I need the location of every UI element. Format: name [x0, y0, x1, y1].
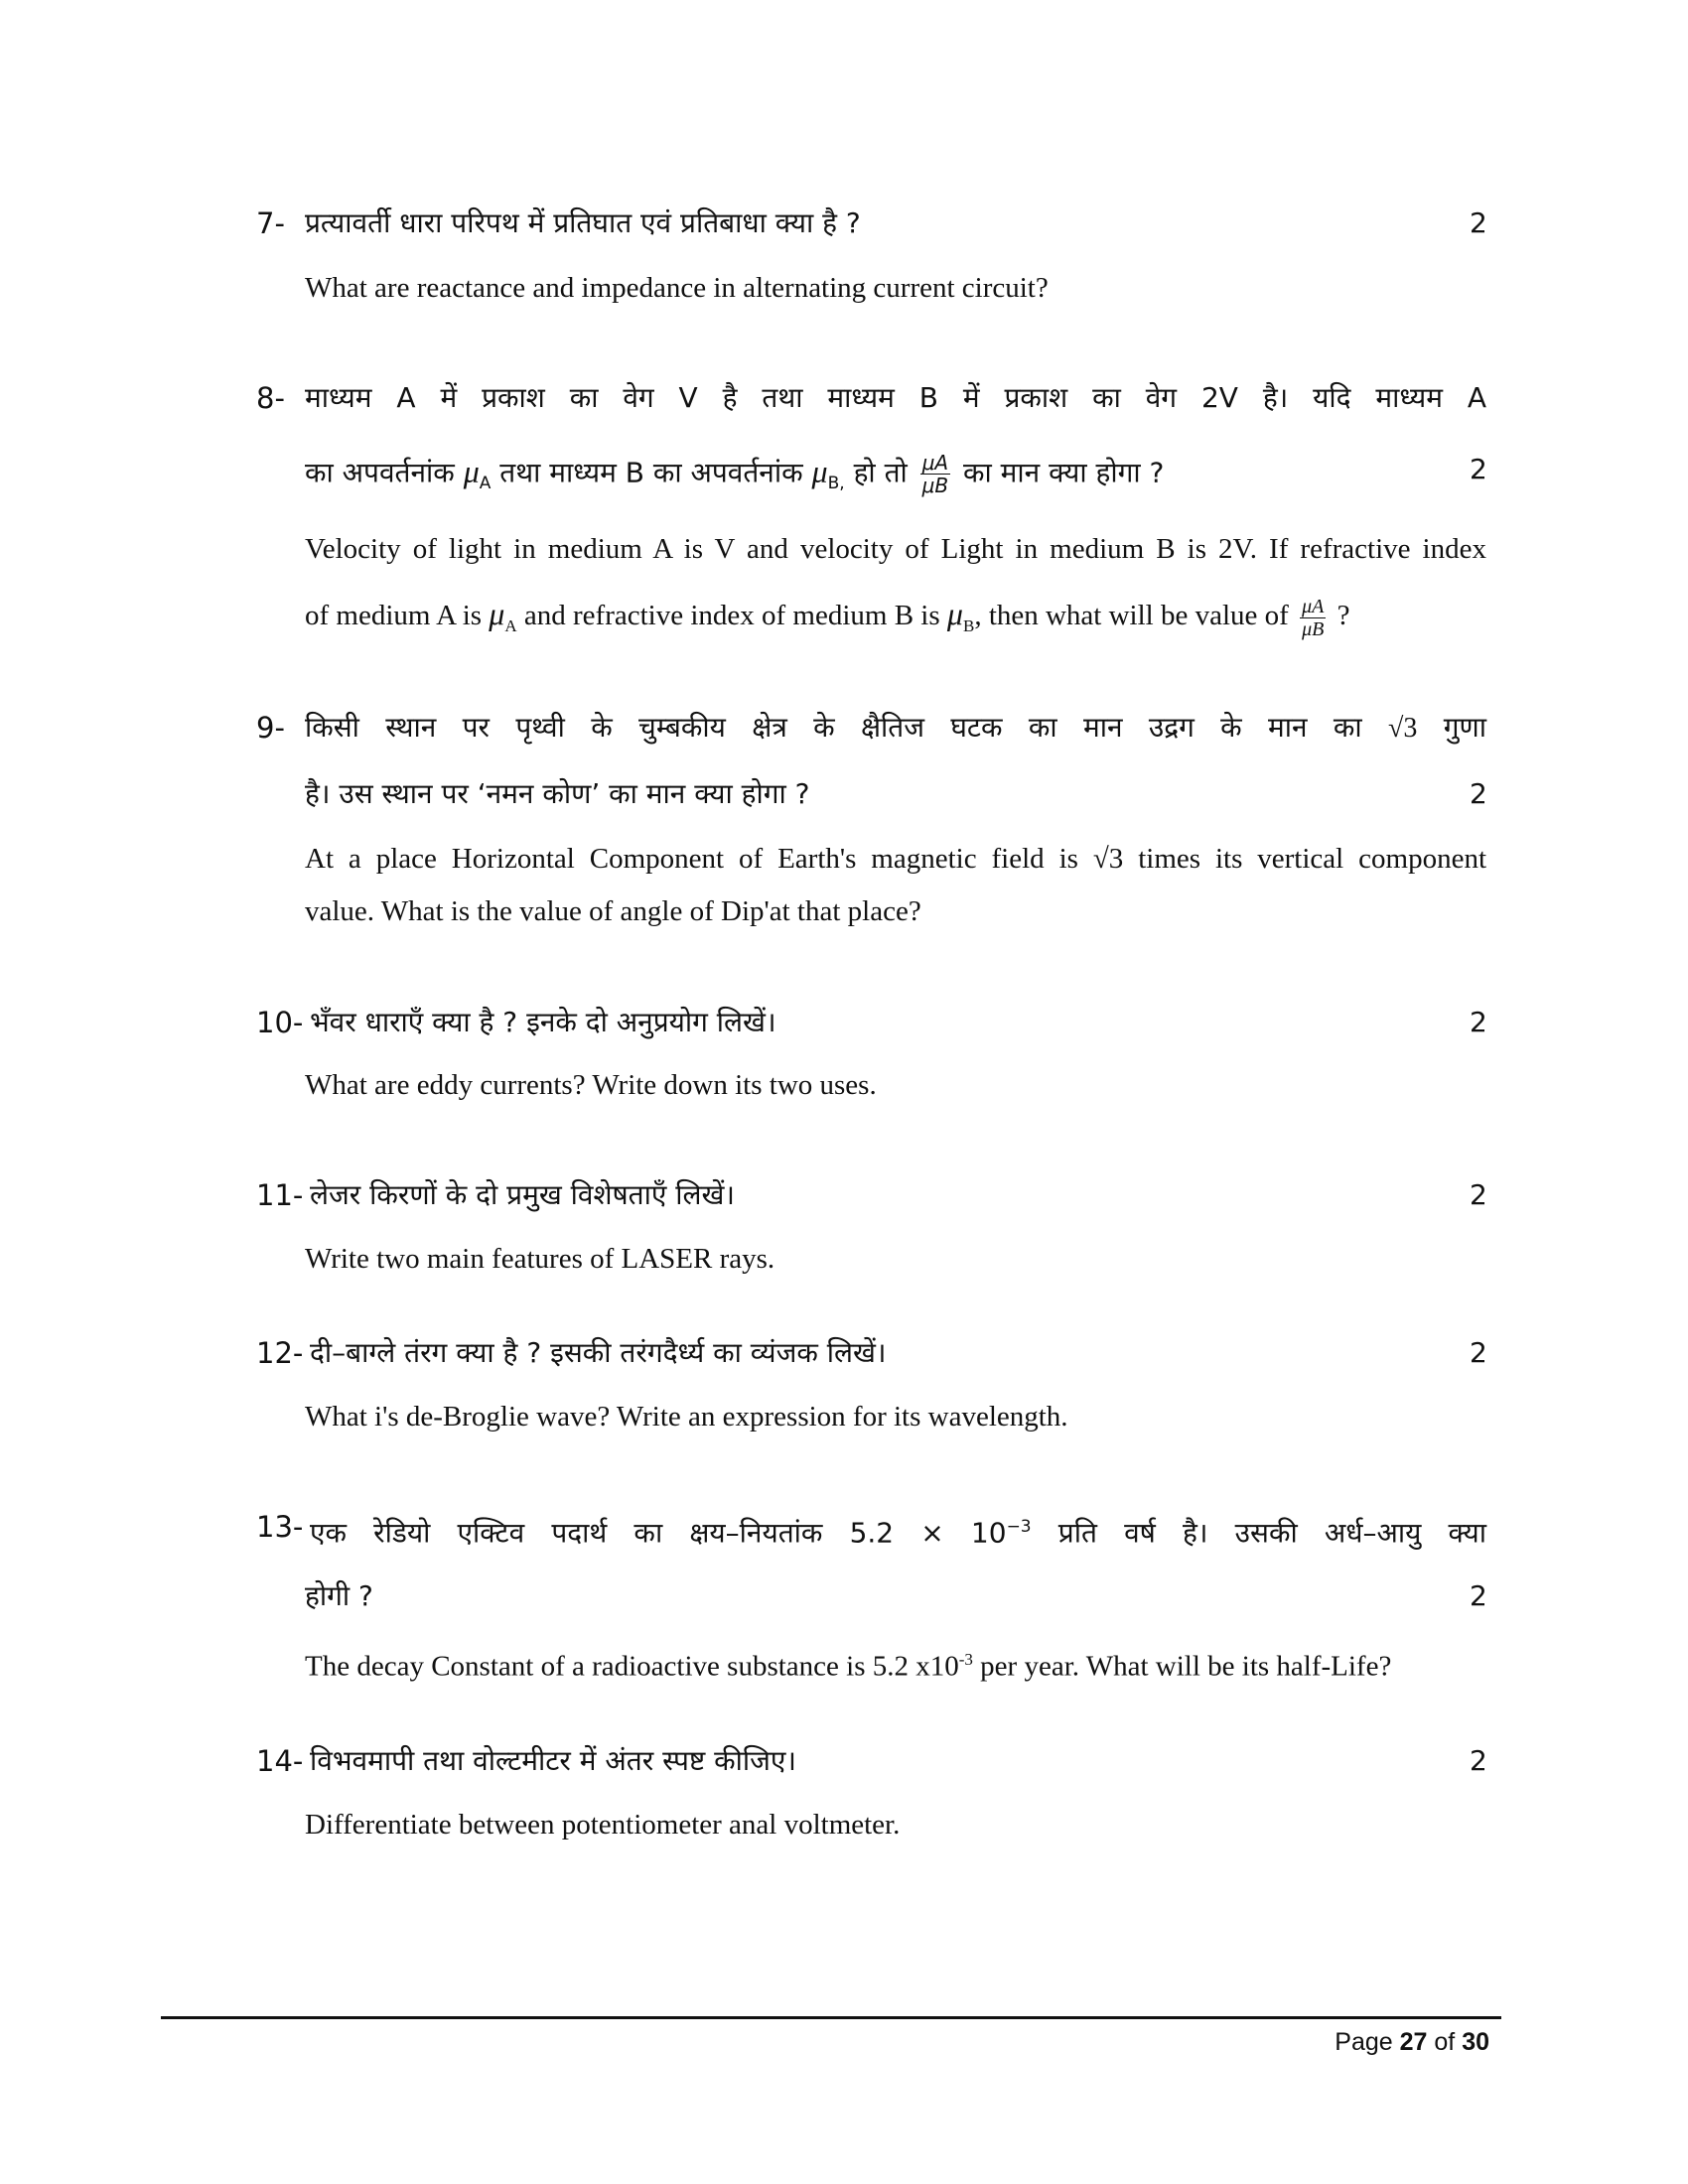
question-english-line2: value. What is the value of angle of Dip'at that place? — [305, 895, 921, 927]
text: गुणा — [1443, 711, 1486, 744]
text: , then what will be value of — [974, 600, 1289, 632]
question-english-line1: Velocity of light in medium A is V and velocity of Light in medium B is 2V. If refractive index — [305, 533, 1486, 565]
text: किसी स्थान पर पृथ्वी के चुम्बकीय क्षेत्र के क्षैतिज घटक का मान उद्रग के मान का — [305, 711, 1362, 744]
question-english: What i's de-Broglie wave? Write an expression for its wavelength. — [305, 1401, 1068, 1433]
text: का मान क्या होगा ? — [963, 456, 1165, 489]
question-english-line2: of medium A is $\mu_A$ and refractive index of medium B is $\mu_B$, then what will be value of $\frac{\mu A}{\mu B}$ ? — [305, 596, 1350, 640]
numerator: μA — [1302, 596, 1325, 617]
marks: 2 — [1470, 1579, 1487, 1612]
question-hindi: भँवर धाराएँ क्या है ? इनके दो अनुप्रयोग लिखें। — [310, 1006, 776, 1038]
text: तथा माध्यम B का अपवर्तनांक — [499, 456, 803, 489]
text: प्रति वर्ष है। उसकी अर्ध–आयु क्या — [1057, 1516, 1486, 1550]
question-number: 11- — [256, 1178, 304, 1212]
question-english — [305, 1642, 1391, 1685]
sqrt-3: √3 — [1388, 713, 1418, 744]
sqrt-3: √3 — [1092, 843, 1124, 875]
numerator: μA — [921, 451, 949, 475]
page-number — [1335, 2028, 1489, 2057]
question-hindi-line1 — [310, 1509, 1486, 1551]
denominator: μB — [1302, 618, 1325, 640]
marks: 2 — [1470, 1336, 1487, 1369]
question-hindi: लेजर किरणों के दो प्रमुख विशेषताएँ लिखें। — [310, 1178, 736, 1211]
footer-divider — [161, 2016, 1501, 2019]
text: का अपवर्तनांक — [305, 456, 455, 489]
question-hindi-line1 — [305, 710, 1486, 747]
marks: 2 — [1470, 206, 1487, 239]
total-pages: 30 — [1462, 2028, 1489, 2056]
marks: 2 — [1470, 1006, 1487, 1038]
marks: 2 — [1470, 453, 1487, 485]
question-number: 7- — [256, 206, 285, 240]
question-hindi: दी–बाग्ले तंरग क्या है ? इसकी तरंगदैर्ध्य का व्यंजक लिखें। — [310, 1336, 887, 1369]
subscript: A — [504, 615, 517, 635]
text: ? — [1336, 600, 1350, 632]
fraction — [1300, 596, 1326, 640]
mu-symbol: μ — [811, 453, 828, 489]
text: of medium A is — [305, 600, 483, 632]
text: times its vertical component — [1138, 843, 1486, 875]
text: and refractive index of medium B is — [523, 600, 940, 632]
question-hindi-line1: माध्यम A में प्रकाश का वेग V है तथा माध्यम B में प्रकाश का वेग 2V है। यदि माध्यम A — [305, 381, 1486, 414]
question-english: Differentiate between potentiometer anal voltmeter. — [305, 1809, 901, 1841]
question-english: What are eddy currents? Write down its two uses. — [305, 1069, 877, 1101]
question-number: 13- — [256, 1510, 304, 1544]
subscript: A — [479, 474, 492, 494]
question-english: What are reactance and impedance in alternating current circuit? — [305, 272, 1049, 304]
fraction — [920, 452, 950, 496]
text: हो तो — [853, 456, 908, 489]
mu-symbol: μ — [946, 596, 963, 632]
mu-symbol: μ — [489, 596, 505, 632]
question-number: 14- — [256, 1744, 304, 1778]
denominator: μB — [921, 474, 949, 497]
question-hindi-line2: होगी ? — [305, 1579, 373, 1612]
of-label: of — [1434, 2028, 1456, 2056]
current-page: 27 — [1399, 2028, 1428, 2056]
question-number: 8- — [256, 381, 285, 415]
page-label: Page — [1335, 2028, 1393, 2056]
question-hindi: प्रत्यावर्ती धारा परिपथ में प्रतिघात एवं प्रतिबाधा क्या है ? — [305, 206, 861, 239]
subscript: B, — [827, 474, 845, 494]
question-hindi-line2 — [305, 452, 1164, 501]
exponent: -3 — [958, 1650, 973, 1669]
mu-symbol: μ — [463, 453, 480, 489]
marks: 2 — [1470, 1178, 1487, 1211]
text: The decay Constant of a radioactive substance is 5.2 x10 — [305, 1650, 959, 1683]
question-number: 9- — [256, 711, 285, 745]
question-english: Write two main features of LASER rays. — [305, 1243, 775, 1275]
question-number: 12- — [256, 1336, 304, 1370]
marks: 2 — [1470, 1744, 1487, 1777]
exponent: −3 — [1006, 1517, 1032, 1537]
text: per year. What will be its half-Life? — [980, 1650, 1392, 1683]
marks: 2 — [1470, 777, 1487, 810]
question-number: 10- — [256, 1006, 304, 1039]
question-hindi: विभवमापी तथा वोल्टमीटर में अंतर स्पष्ट कीजिए। — [310, 1744, 797, 1777]
text: एक रेडियो एक्टिव पदार्थ का क्षय–नियतांक 5.2 × 10 — [310, 1516, 1007, 1550]
question-hindi-line2: है। उस स्थान पर ‘नमन कोण’ का मान क्या होगा ? — [305, 777, 810, 810]
question-english-line1 — [305, 841, 1486, 877]
text: At a place Horizontal Component of Earth's magnetic field is — [305, 843, 1078, 875]
